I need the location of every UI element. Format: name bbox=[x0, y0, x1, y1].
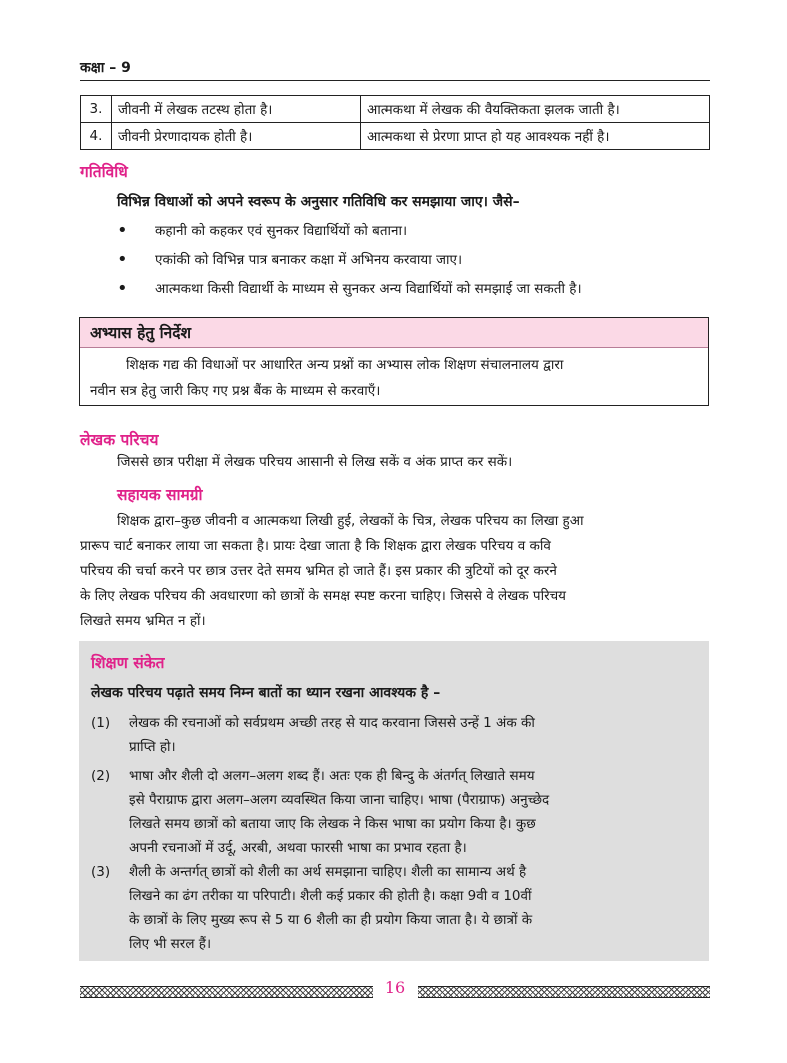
comparison-table bbox=[80, 95, 710, 150]
list-item bbox=[117, 247, 582, 276]
list-item-text: आत्मकथा किसी विद्यार्थी के माध्यम से सुनकर अन्य विद्यार्थियों को समझाई जा सकती है। bbox=[155, 281, 582, 297]
bullet-icon: • bbox=[117, 278, 128, 299]
row-number: 4. bbox=[81, 123, 112, 150]
item-line: अपनी रचनाओं में उर्दू, अरबी, अथवा फारसी भाषा का प्रभाव रहता है। bbox=[129, 840, 467, 856]
practice-box-title: अभ्यास हेतु निर्देश bbox=[80, 318, 708, 348]
list-item bbox=[91, 860, 697, 956]
class-label: कक्षा – 9 bbox=[80, 60, 131, 76]
practice-instructions-box bbox=[79, 317, 709, 406]
item-line: भाषा और शैली दो अलग–अलग शब्द हैं। अतः एक ही बिन्दु के अंतर्गत् लिखाते समय bbox=[129, 768, 535, 784]
activity-lead: विभिन्न विधाओं को अपने स्वरूप के अनुसार गतिविधि कर समझाया जाए। जैसे– bbox=[117, 194, 520, 210]
activity-list bbox=[117, 218, 582, 305]
page-number: 16 bbox=[384, 978, 406, 997]
paragraph-line: लिखते समय भ्रमित न हों। bbox=[80, 613, 206, 629]
item-text bbox=[129, 764, 697, 860]
bullet-icon: • bbox=[117, 249, 128, 270]
paragraph-line: परिचय की चर्चा करने पर छात्र उत्तर देते समय भ्रमित हो जाते हैं। इस प्रकार की त्रुटियों को दूर करने bbox=[80, 563, 557, 579]
biography-cell: जीवनी प्रेरणादायक होती है। bbox=[112, 123, 361, 150]
biography-cell: जीवनी में लेखक तटस्थ होता है। bbox=[112, 96, 361, 123]
item-line: लिए भी सरल हैं। bbox=[129, 936, 212, 952]
list-item-text: एकांकी को विभिन्न पात्र बनाकर कक्षा में अभिनय करवाया जाए। bbox=[155, 252, 463, 268]
teaching-tips-heading: शिक्षण संकेत bbox=[91, 654, 165, 672]
author-intro-text: जिससे छात्र परीक्षा में लेखक परिचय आसानी से लिख सकें व अंक प्राप्त कर सकें। bbox=[117, 454, 513, 470]
list-item bbox=[117, 276, 582, 305]
table-row bbox=[81, 123, 710, 150]
list-item-text: कहानी को कहकर एवं सुनकर विद्यार्थियों को बताना। bbox=[155, 223, 408, 239]
item-line: इसे पैराग्राफ द्वारा अलग–अलग व्यवस्थित किया जाना चाहिए। भाषा (पैराग्राफ) अनुच्छेद bbox=[129, 792, 550, 808]
item-number: (2) bbox=[91, 768, 111, 784]
list-item bbox=[91, 711, 697, 759]
author-intro-heading: लेखक परिचय bbox=[80, 431, 159, 449]
list-item bbox=[117, 218, 582, 247]
practice-box-line: शिक्षक गद्य की विधाओं पर आधारित अन्य प्रश्नों का अभ्यास लोक शिक्षण संचालनालय द्वारा bbox=[126, 357, 564, 373]
paragraph-line: शिक्षक द्वारा–कुछ जीवनी व आत्मकथा लिखी हुई, लेखकों के चित्र, लेखक परिचय का लिखा हुआ bbox=[117, 513, 584, 529]
item-line: लिखने का ढंग तरीका या परिपाटी। शैली कई प्रकार की होती है। कक्षा 9वी व 10वीं bbox=[129, 888, 532, 904]
materials-heading: सहायक सामग्री bbox=[117, 486, 203, 504]
item-number: (3) bbox=[91, 864, 111, 880]
teaching-tips-lead: लेखक परिचय पढ़ाते समय निम्न बातों का ध्यान रखना आवश्यक है – bbox=[91, 685, 441, 701]
item-line: के छात्रों के लिए मुख्य रूप से 5 या 6 शैली का ही प्रयोग किया जाता है। ये छात्रों के bbox=[129, 912, 533, 928]
autobiography-cell: आत्मकथा में लेखक की वैयक्तिकता झलक जाती है। bbox=[361, 96, 710, 123]
table-row bbox=[81, 96, 710, 123]
list-item bbox=[91, 764, 697, 860]
teaching-tips-panel bbox=[79, 641, 709, 961]
item-line: लेखक की रचनाओं को सर्वप्रथम अच्छी तरह से याद करवाना जिससे उन्हें 1 अंक की bbox=[129, 715, 535, 731]
practice-box-line: नवीन सत्र हेतु जारी किए गए प्रश्न बैंक के माध्यम से करवाएँ। bbox=[90, 383, 381, 399]
item-line: शैली के अन्तर्गत् छात्रों को शैली का अर्थ समझाना चाहिए। शैली का सामान्य अर्थ है bbox=[129, 864, 527, 880]
item-line: लिखते समय छात्रों को बताया जाए कि लेखक ने किस भाषा का प्रयोग किया है। कुछ bbox=[129, 816, 536, 832]
item-line: प्राप्ति हो। bbox=[129, 739, 176, 755]
bullet-icon: • bbox=[117, 220, 128, 241]
activity-heading: गतिविधि bbox=[80, 163, 128, 181]
paragraph-line: प्रारूप चार्ट बनाकर लाया जा सकता है। प्रायः देखा जाता है कि शिक्षक द्वारा लेखक परिचय व कवि bbox=[80, 538, 551, 554]
item-text bbox=[129, 860, 697, 956]
footer-ornament-right bbox=[418, 986, 710, 998]
autobiography-cell: आत्मकथा से प्रेरणा प्राप्त हो यह आवश्यक नहीं है। bbox=[361, 123, 710, 150]
item-number: (1) bbox=[91, 715, 111, 731]
practice-box-body bbox=[80, 348, 708, 404]
materials-paragraph bbox=[80, 509, 710, 634]
footer-ornament-left bbox=[80, 986, 373, 998]
row-number: 3. bbox=[81, 96, 112, 123]
paragraph-line: के लिए लेखक परिचय की अवधारणा को छात्रों के समक्ष स्पष्ट करना चाहिए। जिससे वे लेखक परिचय bbox=[80, 588, 566, 604]
header-rule bbox=[80, 80, 710, 81]
item-text bbox=[129, 711, 697, 759]
page-footer bbox=[80, 978, 710, 998]
